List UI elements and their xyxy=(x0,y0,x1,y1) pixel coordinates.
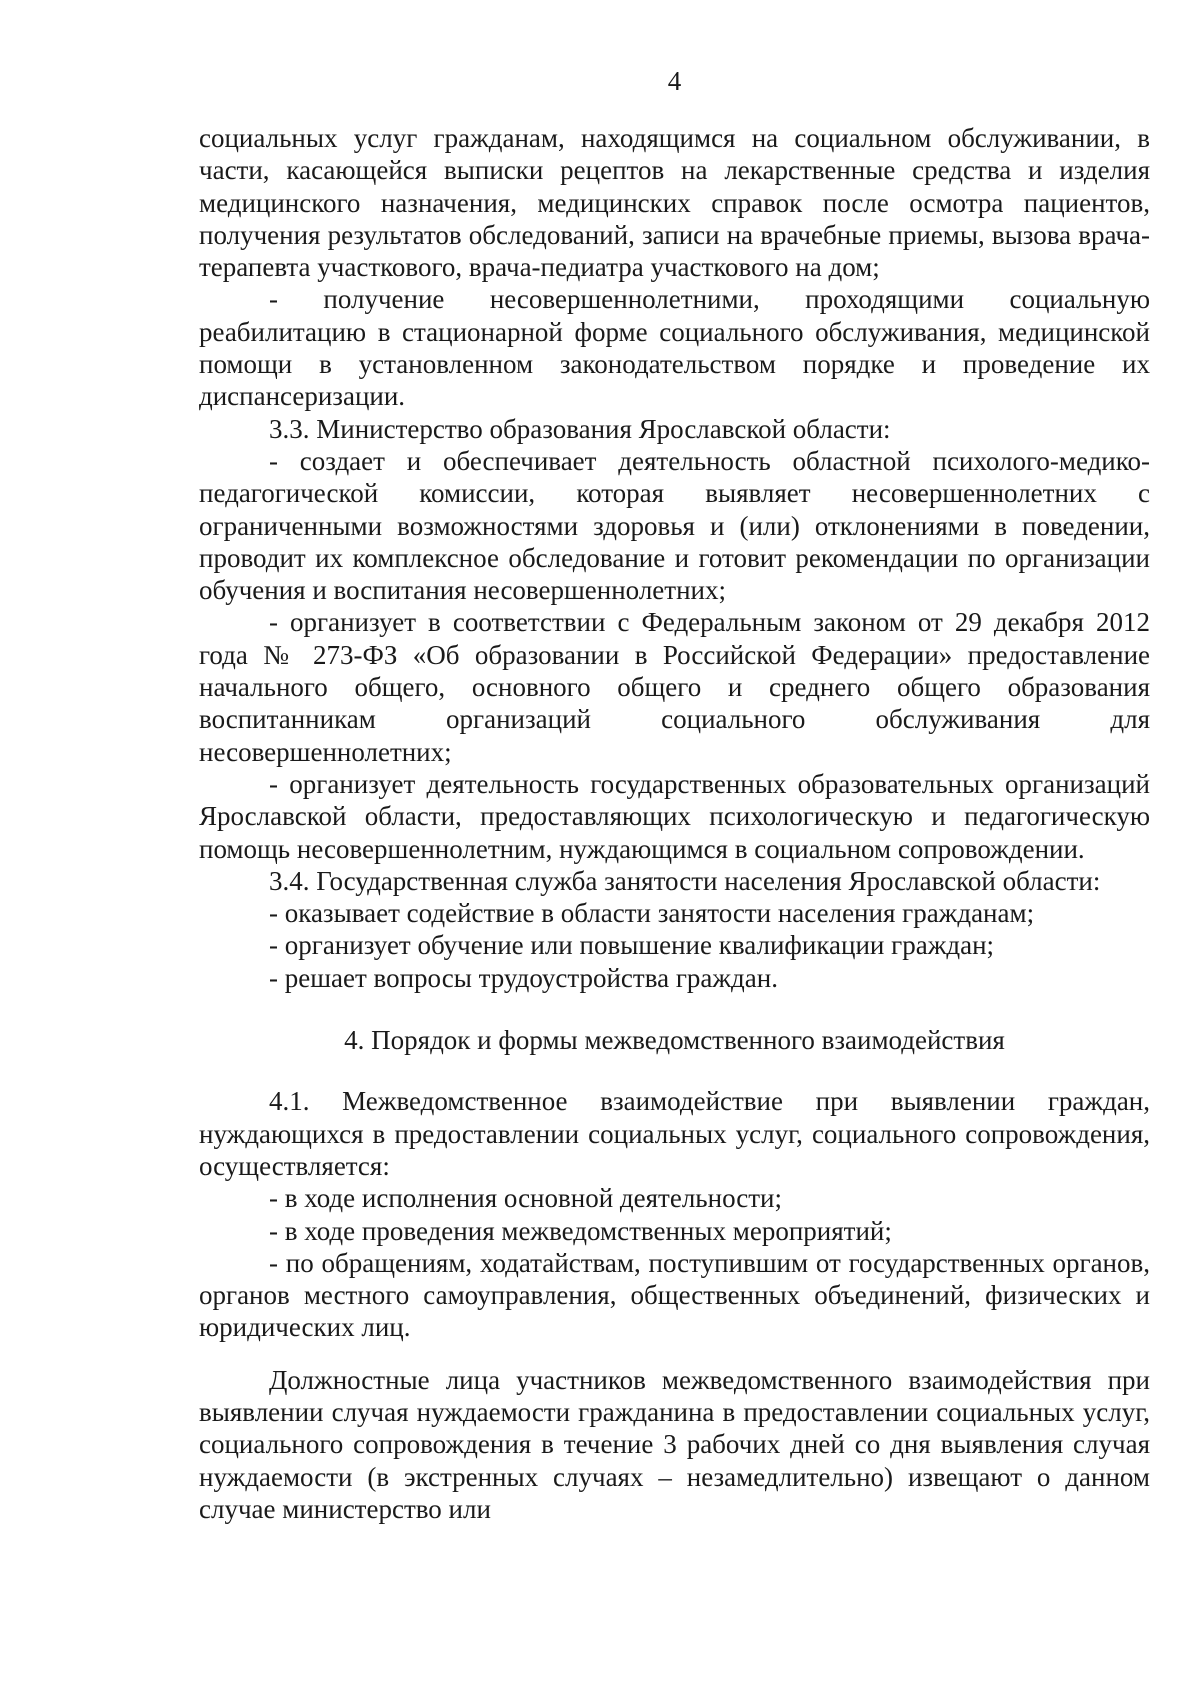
list-item-main-activity: - в ходе исполнения основной деятельности; xyxy=(269,1183,782,1214)
document-body xyxy=(199,122,1150,1525)
section-3-3-title: 3.3. Министерство образования Ярославской области: xyxy=(269,413,891,444)
list-item-job-placement: - решает вопросы трудоустройства граждан. xyxy=(269,962,778,993)
paragraph-pmpk-commission: - создает и обеспечивает деятельность областной психолого-медико-педагогической комиссии, которая выявляет несовершеннолетних с ограниченными возможностями здоровья и (или) отклонениями в поведении, проводит их комплексное обследование и готовит рекомендации по организации обучения и воспитания несовершеннолетних; xyxy=(199,445,1150,606)
list-item-appeals: - по обращениям, ходатайствам, поступившим от государственных органов, органов местного самоуправления, общественных объединений, физических и юридических лиц. xyxy=(199,1247,1150,1343)
list-item-employment-assistance: - оказывает содействие в области занятости населения гражданам; xyxy=(269,898,1035,929)
paragraph-minors-medical-help: - получение несовершеннолетними, проходящими социальную реабилитацию в стационарной форме социального обслуживания, медицинской помощи в установленном законодательством порядке и проведение их диспансеризации. xyxy=(199,284,1150,412)
list-item-interagency-events: - в ходе проведения межведомственных мероприятий; xyxy=(269,1215,892,1246)
paragraph-education-law: - организует в соответствии с Федеральным законом от 29 декабря 2012 года № 273-ФЗ «Об образовании в Российской Федерации» предоставление начального общего, основного общего и среднего общего образования воспитанникам организаций социального обслуживания для несовершеннолетних; xyxy=(199,607,1150,767)
paragraph-officials-notify: Должностные лица участников межведомственного взаимодействия при выявлении случая нуждаемости гражданина в предоставлении социальных услуг, социального сопровождения в течение 3 рабочих дней со дня выявления случая нуждаемости (в экстренных случаях – незамедлительно) извещают о данном случае министерство или xyxy=(199,1364,1150,1524)
paragraph-spacer xyxy=(199,1344,1150,1364)
page-number: 4 xyxy=(667,66,682,96)
paragraph-medical-services: социальных услуг гражданам, находящимся на социальном обслуживании, в части, касающейся выписки рецептов на лекарственные средства и изделия медицинского назначения, медицинских справок после осмотра пациентов, получения результатов обследований, записи на врачебные приемы, вызова врача-терапевта участкового, врача-педиатра участкового на дом; xyxy=(199,123,1150,283)
list-item-training: - организует обучение или повышение квалификации граждан; xyxy=(269,930,995,961)
section-3-4-title: 3.4. Государственная служба занятости населения Ярославской области: xyxy=(269,865,1101,896)
section-4-1-paragraph: 4.1. Межведомственное взаимодействие при выявлении граждан, нуждающихся в предоставлении социальных услуг, социального сопровождения, осуществляется: xyxy=(199,1086,1150,1181)
section-4-heading: 4. Порядок и формы межведомственного взаимодействия xyxy=(344,1025,1005,1056)
paragraph-education-organizations: - организует деятельность государственных образовательных организаций Ярославской области, предоставляющих психологическую и педагогическую помощь несовершеннолетним, нуждающимся в социальном сопровождении. xyxy=(199,768,1150,864)
